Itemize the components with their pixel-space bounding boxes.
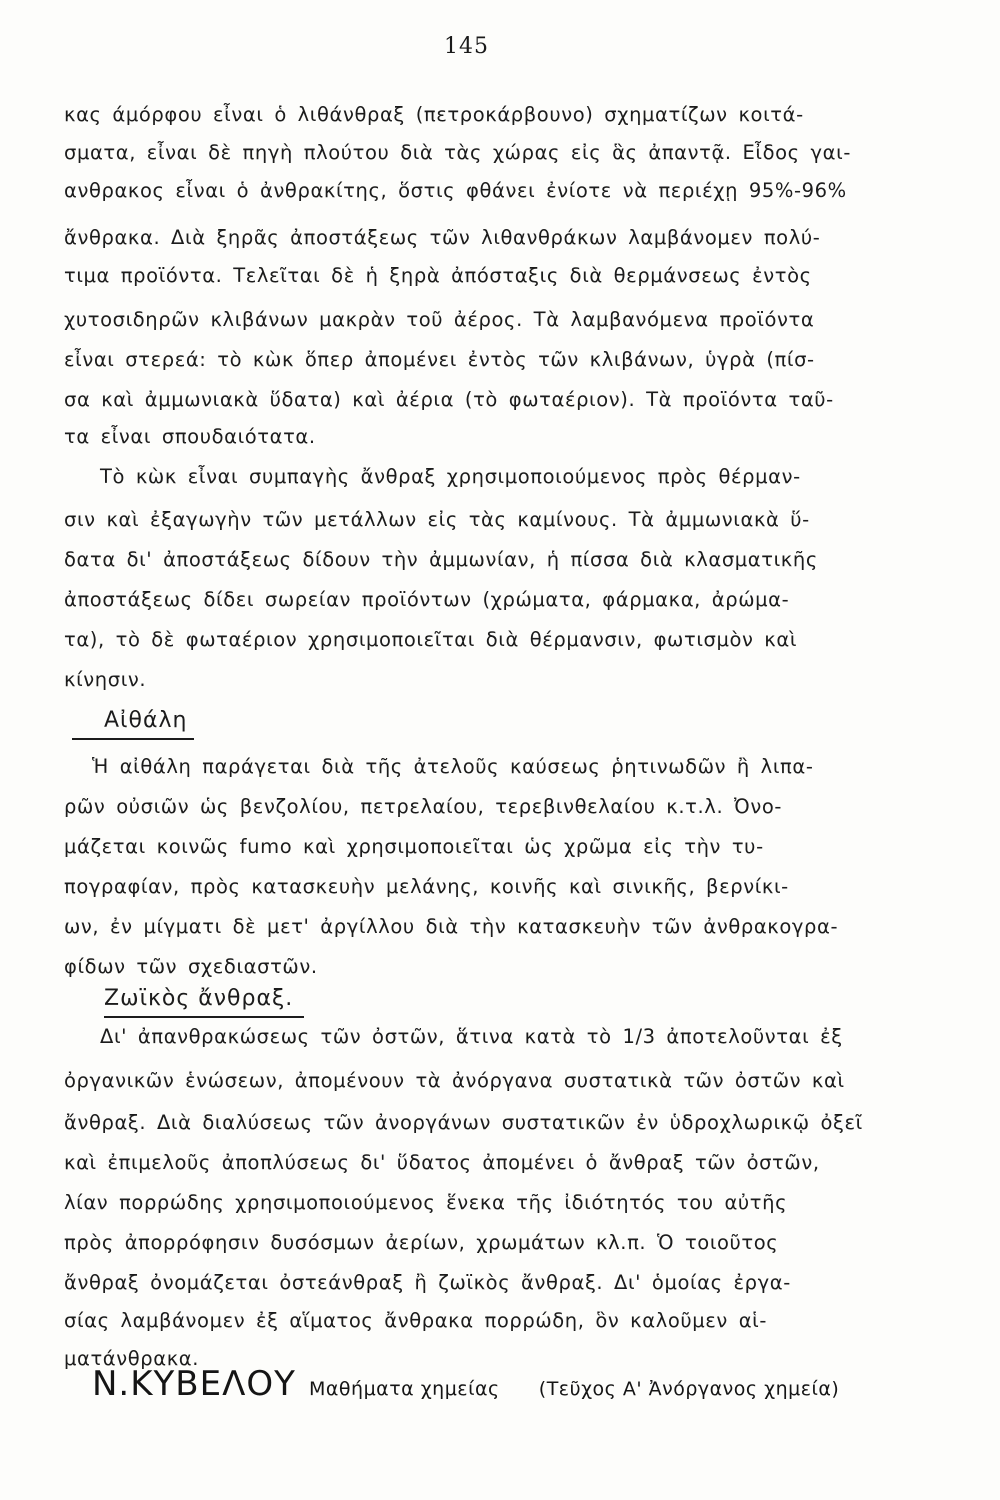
source-citation <box>92 1362 952 1412</box>
text-line: τα), τὸ δὲ φωταέριον χρησιμοποιεῖται διὰ θέρμανσιν, φωτισμὸν καὶ <box>64 628 798 651</box>
heading-underline <box>72 738 194 740</box>
text-line: κίνησιν. <box>64 668 147 691</box>
author-name: Ν.ΚΥΒΕΛΟΥ <box>92 1364 296 1404</box>
text-line: ἄνθραξ ὀνομάζεται ὀστεάνθραξ ἢ ζωϊκὸς ἄνθραξ. Δι' ὁμοίας ἐργα- <box>64 1271 791 1294</box>
text-line: Ἡ αἰθάλη παράγεται διὰ τῆς ἀτελοῦς καύσεως ῥητινωδῶν ἢ λιπα- <box>92 755 814 778</box>
text-line: σίας λαμβάνομεν ἐξ αἵματος ἄνθρακα πορρώδη, ὃν καλοῦμεν αἱ- <box>64 1309 767 1332</box>
text-line: πογραφίαν, πρὸς κατασκευὴν μελάνης, κοινῆς καὶ σινικῆς, βερνίκι- <box>64 875 789 898</box>
text-line: ρῶν οὐσιῶν ὡς βενζολίου, πετρελαίου, τερεβινθελαίου κ.τ.λ. Ὀνο- <box>64 795 782 818</box>
text-line: φίδων τῶν σχεδιαστῶν. <box>64 955 318 978</box>
text-line: ἀποστάξεως δίδει σωρείαν προϊόντων (χρώματα, φάρμακα, ἀρώμα- <box>64 588 790 611</box>
heading-underline <box>104 1016 304 1018</box>
text-line: ὀργανικῶν ἑνώσεων, ἀπομένουν τὰ ἀνόργανα συστατικὰ τῶν ὀστῶν καὶ <box>64 1069 845 1092</box>
page-number: 145 <box>444 34 489 59</box>
text-line: ἄνθρακα. Διὰ ξηρᾶς ἀποστάξεως τῶν λιθανθράκων λαμβάνομεν πολύ- <box>64 226 821 249</box>
text-line: λίαν πορρώδης χρησιμοποιούμενος ἕνεκα τῆς ἰδιότητός του αὐτῆς <box>64 1191 788 1214</box>
text-line: καὶ ἐπιμελοῦς ἀποπλύσεως δι' ὕδατος ἀπομένει ὁ ἄνθραξ τῶν ὀστῶν, <box>64 1151 820 1174</box>
section-heading-soot: Αἰθάλη <box>104 708 188 733</box>
text-line: ματάνθρακα. <box>64 1347 200 1370</box>
text-line: ἄνθραξ. Διὰ διαλύσεως τῶν ἀνοργάνων συστατικῶν ἐν ὑδροχλωρικῷ ὀξεῖ <box>64 1111 863 1134</box>
text-line: χυτοσιδηρῶν κλιβάνων μακρὰν τοῦ ἀέρος. Τὰ λαμβανόμενα προϊόντα <box>64 308 815 331</box>
text-line: εἶναι στερεά: τὸ κὼκ ὅπερ ἀπομένει ἐντὸς τῶν κλιβάνων, ὑγρὰ (πίσ- <box>64 348 815 371</box>
text-line: δατα δι' ἀποστάξεως δίδουν τὴν ἀμμωνίαν, ἡ πίσσα διὰ κλασματικῆς <box>64 548 818 571</box>
text-line: σματα, εἶναι δὲ πηγὴ πλούτου διὰ τὰς χώρας εἰς ἃς ἀπαντᾷ. Εἶδος γαι- <box>64 141 851 164</box>
text-line: κας άμόρφου εἶναι ὁ λιθάνθραξ (πετροκάρβουνο) σχηματίζων κοιτά- <box>64 103 804 126</box>
text-line: τιμα προϊόντα. Τελεῖται δὲ ἡ ξηρὰ ἀπόσταξις διὰ θερμάνσεως ἐντὸς <box>64 264 812 287</box>
text-line: Τὸ κὼκ εἶναι συμπαγὴς ἄνθραξ χρησιμοποιούμενος πρὸς θέρμαν- <box>100 465 801 488</box>
book-title: Μαθήματα χημείας <box>309 1378 500 1400</box>
text-line: σα καὶ ἀμμωνιακὰ ὕδατα) καὶ ἀέρια (τὸ φωταέριον). Τὰ προϊόντα ταῦ- <box>64 388 834 411</box>
text-line: πρὸς ἀπορρόφησιν δυσόσμων ἀερίων, χρωμάτων κλ.π. Ὁ τοιοῦτος <box>64 1231 779 1254</box>
text-line: τα εἶναι σπουδαιότατα. <box>64 425 316 448</box>
section-heading-animal-charcoal: Ζωϊκὸς ἄνθραξ. <box>104 986 294 1011</box>
text-line: ανθρακος εἶναι ὁ ἀνθρακίτης, ὅστις φθάνει ἐνίοτε νὰ περιέχῃ 95%-96% <box>64 179 847 202</box>
volume-label: (Τεῦχος Α' Ἀνόργανος χημεία) <box>538 1378 840 1400</box>
text-line: μάζεται κοινῶς fumo καὶ χρησιμοποιεῖται ὡς χρῶμα εἰς τὴν τυ- <box>64 835 764 858</box>
text-line: σιν καὶ ἐξαγωγὴν τῶν μετάλλων εἰς τὰς καμίνους. Τὰ ἀμμωνιακὰ ὕ- <box>64 508 810 531</box>
text-line: Δι' ἀπανθρακώσεως τῶν ὀστῶν, ἅτινα κατὰ τὸ 1/3 ἀποτελοῦνται ἐξ <box>100 1025 843 1048</box>
text-line: ων, ἐν μίγματι δὲ μετ' ἀργίλλου διὰ τὴν κατασκευὴν τῶν ἀνθρακογρα- <box>64 915 839 938</box>
